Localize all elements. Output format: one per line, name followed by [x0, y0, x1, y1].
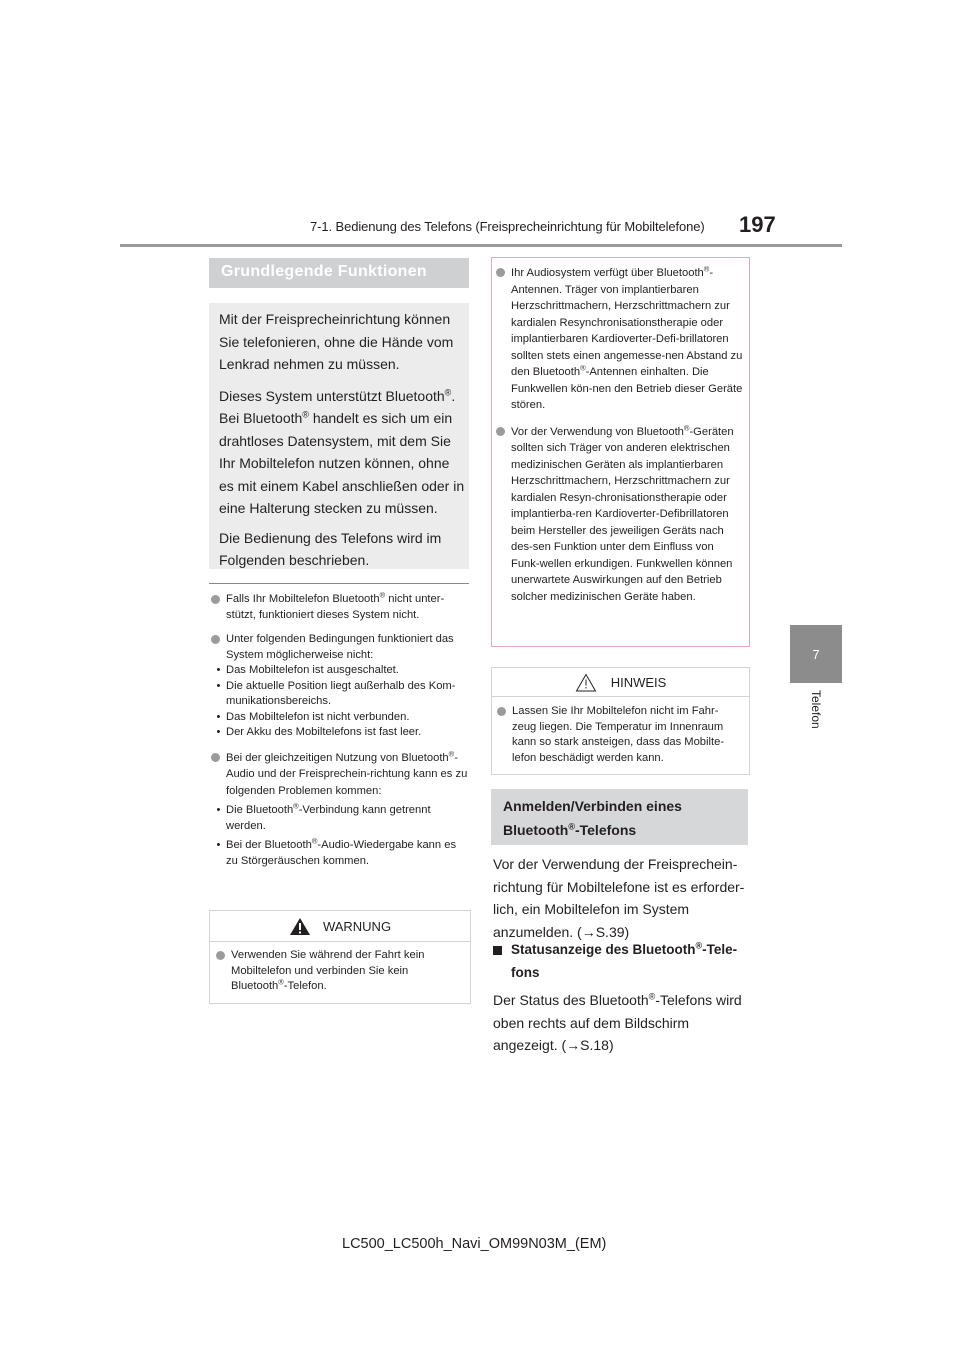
- bullet-dot-icon: [211, 753, 220, 762]
- register-heading-line2b: -Telefons: [574, 822, 637, 838]
- sub-bullet: •: [216, 804, 221, 816]
- warning-text: Verwenden Sie während der Fahrt kein Mobiltelefon und verbinden Sie kein Bluetooth: [231, 949, 425, 992]
- caution-text: -Antennen. Träger von implantierbaren Herzschrittmachern, Herzschrittmachern zur kardialen Resynchronisationstherapie oder implantierbaren Kardioverter-Defi-brillatoren sollten stets einen angemesse-nen Abstand zu den Bluetooth: [511, 267, 743, 378]
- warning-header: [210, 911, 470, 942]
- reg-mark: ®: [278, 977, 284, 987]
- square-bullet-icon: [493, 946, 502, 955]
- bullet-dot-icon: [216, 951, 225, 960]
- chapter-label-text: Telefon: [809, 690, 823, 729]
- document-id: LC500_LC500h_Navi_OM99N03M_(EM): [342, 1236, 607, 1252]
- reg-mark: ®: [648, 991, 656, 1002]
- notice-triangle-icon: [575, 673, 597, 692]
- register-heading: [503, 794, 682, 842]
- warning-triangle-icon: [289, 917, 311, 936]
- warning-title: WARNUNG: [322, 918, 392, 934]
- chapter-tab: 7: [790, 625, 842, 683]
- notice-box: [491, 667, 750, 775]
- basic-functions-heading: Grundlegende Funktionen: [221, 263, 428, 280]
- list-item: [211, 750, 469, 800]
- status-heading: [493, 939, 751, 984]
- intro-paragraph-1: Mit der Freisprecheinrichtung können Sie telefonieren, ohne die Hände vom Lenkrad nehmen zu müssen.: [219, 311, 454, 372]
- caution-box: [491, 257, 750, 647]
- basic-functions-heading-bar: [209, 258, 469, 288]
- reg-mark: ®: [444, 386, 452, 397]
- list-item: [211, 632, 469, 663]
- sub-bullet: •: [216, 679, 221, 692]
- intro-p2-part1: Dieses System unterstützt Bluetooth: [219, 387, 445, 404]
- intro-p2-part3: handelt es sich um ein drahtloses Datensystem, mit dem Sie Ihr Mobiltelefon nutzen können, ohne es mit einem Kabel anschließen oder in eine Halterung stecken zu müssen.: [219, 410, 465, 516]
- status-heading-text: Statusanzeige des Bluetooth: [511, 942, 696, 957]
- list-item: [496, 265, 744, 414]
- sub-item-text: -Verbindung kann getrennt werden.: [226, 804, 431, 832]
- intro-paragraph-2: [219, 385, 466, 520]
- sub-bullet: •: [216, 710, 221, 723]
- bullet-text: Bei der gleichzeitigen Nutzung von Bluetooth: [226, 751, 449, 764]
- notice-item: [497, 704, 741, 766]
- status-text: Der Status des Bluetooth: [493, 992, 649, 1008]
- reg-mark: ®: [695, 940, 703, 951]
- sub-item-text: Die Bluetooth: [226, 804, 294, 816]
- sub-bullet: •: [216, 664, 221, 676]
- sub-item-text: Das Mobiltelefon ist nicht verbunden.: [226, 710, 410, 723]
- sub-item: [211, 803, 469, 834]
- bullet-dot-icon: [496, 268, 505, 277]
- status-heading-text: -Tele-fons: [511, 942, 738, 980]
- notice-header: [492, 668, 749, 697]
- reg-mark: ®: [683, 422, 690, 432]
- warning-box: [209, 910, 471, 1004]
- register-heading-line2: Bluetooth: [503, 822, 569, 838]
- header-rule: [120, 244, 842, 247]
- sub-item-text: Der Akku des Mobiltelefons ist fast leer.: [226, 726, 422, 738]
- notice-text: Lassen Sie Ihr Mobiltelefon nicht im Fahr-zeug liegen. Die Temperatur im Innenraum kann so stark ansteigen, dass das Mobilte-lefon beschädigt werden kann.: [512, 705, 725, 764]
- info-bullets: [211, 592, 469, 869]
- list-item: [496, 424, 744, 606]
- page-number: 197: [739, 212, 776, 237]
- bullet-dot-icon: [497, 707, 506, 716]
- bullet-text: Falls Ihr Mobiltelefon Bluetooth: [226, 593, 380, 605]
- reg-mark: ®: [568, 821, 575, 832]
- status-text: -Telefons wird oben rechts auf dem Bildschirm angezeigt. (→S.18): [493, 992, 742, 1053]
- sub-item-text: Bei der Bluetooth: [226, 839, 312, 851]
- intro-box: [209, 303, 469, 569]
- reg-mark: ®: [311, 836, 318, 846]
- intro-p2-part2: . Bei Bluetooth: [219, 387, 456, 426]
- list-item: [211, 592, 469, 623]
- warning-item: [216, 948, 456, 995]
- register-heading-bar: [491, 789, 748, 845]
- warning-text: -Telefon.: [283, 980, 327, 992]
- sub-item-text: -Audio-Wiedergabe kann es zu Störgeräuschen kommen.: [226, 839, 457, 867]
- reg-mark: ®: [379, 590, 386, 600]
- bullet-text: -Audio und der Freisprechein-richtung kann es zu folgenden Problemen kommen:: [226, 751, 468, 797]
- caution-text: -Antennen einhalten. Die Funkwellen kön-nen den Betrieb dieser Geräte stören.: [511, 366, 743, 411]
- caution-text: Ihr Audiosystem verfügt über Bluetooth: [511, 267, 704, 279]
- section-divider: [209, 583, 469, 584]
- reg-mark: ®: [448, 748, 455, 758]
- sub-item: [211, 663, 469, 679]
- reg-mark: ®: [293, 801, 299, 811]
- sub-item-text: Die aktuelle Position liegt außerhalb des Kom-munikationsbereichs.: [226, 679, 456, 707]
- sub-bullet: •: [216, 726, 221, 738]
- reg-mark: ®: [580, 363, 586, 373]
- intro-paragraph-3: Die Bedienung des Telefons wird im Folgenden beschrieben.: [219, 529, 442, 568]
- sub-item: [211, 710, 469, 726]
- sub-item: [211, 838, 469, 869]
- sub-item: [211, 679, 469, 710]
- bullet-dot-icon: [496, 427, 505, 436]
- bullet-dot-icon: [211, 595, 220, 604]
- chapter-label: [786, 690, 846, 740]
- notice-title: HINWEIS: [610, 674, 667, 690]
- reg-mark: ®: [703, 264, 710, 274]
- register-paragraph: Vor der Verwendung der Freisprechein-richtung für Mobiltelefone ist es erforder-lich, ein Mobiltelefon im System anzumelden. (→S.39): [493, 856, 745, 940]
- status-paragraph: [493, 989, 751, 1057]
- caution-text: -Geräten sollten sich Träger von anderen elektrischen medizinischen Geräten als implantierbaren Herzschrittmachern, Herzschrittmachern zur kardialen Resyn-chronisationstherapie oder implantierba-ren Kardioverter-Defibrillatoren beim Hersteller des jeweiligen Geräts nach des-sen Funktion unter dem Einfluss von Funk-wellen erkundigen. Funkwellen können unerwartete Auswirkungen auf den Betrieb solcher medizinischen Geräte haben.: [511, 425, 734, 603]
- bullet-text: nicht unter-stützt, funktioniert dieses System nicht.: [226, 593, 445, 621]
- bullet-text: Unter folgenden Bedingungen funktioniert das System möglicherweise nicht:: [226, 633, 454, 661]
- sub-item-text: Das Mobiltelefon ist ausgeschaltet.: [226, 664, 399, 676]
- reg-mark: ®: [302, 409, 309, 420]
- bullet-dot-icon: [211, 635, 220, 644]
- caution-text: Vor der Verwendung von Bluetooth: [511, 425, 684, 438]
- section-title: 7-1. Bedienung des Telefons (Freisprecheinrichtung für Mobiltelefone): [310, 219, 705, 234]
- sub-bullet: •: [216, 839, 221, 851]
- sub-item: [211, 725, 469, 741]
- register-heading-line1: Anmelden/Verbinden eines: [503, 798, 682, 814]
